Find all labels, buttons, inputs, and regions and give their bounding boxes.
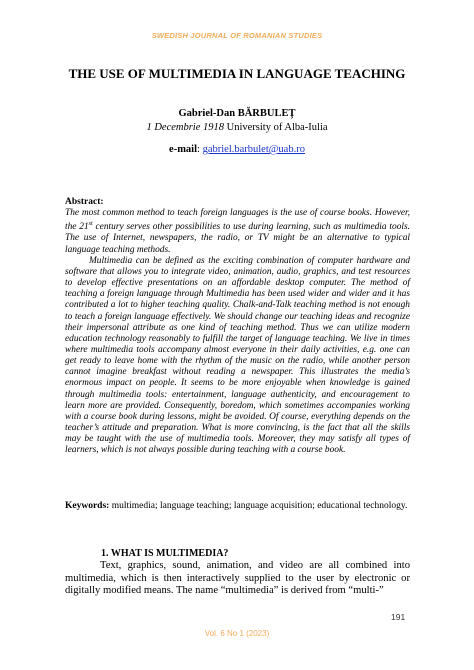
keywords	[65, 500, 410, 512]
author-affiliation	[0, 122, 474, 133]
abstract-p1-end: century serves other possibilities to use during learning, such as multimedia tools. The use of Internet, newspapers, the radio, or TV might be an alternative to typical language teaching methods.	[65, 222, 410, 255]
keywords-text: multimedia; language teaching; language acquisition; educational technology.	[109, 501, 408, 511]
abstract-paragraph-1	[65, 208, 410, 256]
page-number: 191	[391, 612, 406, 622]
email-label: e-mail	[169, 144, 198, 155]
author-email-line	[0, 144, 474, 155]
section-body-text: Text, graphics, sound, animation, and video are all combined into multimedia, which is then interactively supplied to the user by electronic or digitally modified means. The name “multimedia” is derived from “multi-”	[65, 560, 410, 596]
superscript-st: st	[88, 221, 93, 228]
journal-header: SWEDISH JOURNAL OF ROMANIAN STUDIES	[151, 31, 323, 40]
abstract-p1-start: The most common method to teach foreign languages is the use of course books. However, the 21	[65, 208, 410, 233]
author-name: Gabriel-Dan BĂRBULEȚ	[178, 108, 296, 119]
email-separator: :	[197, 144, 203, 155]
paper-title: THE USE OF MULTIMEDIA IN LANGUAGE TEACHING	[68, 66, 406, 81]
email-link[interactable]: gabriel.barbulet@uab.ro	[202, 144, 305, 155]
affiliation-date: 1 Decembrie 1918	[146, 122, 225, 133]
affiliation-institution: University of Alba-Iulia	[224, 122, 328, 133]
abstract-body	[65, 208, 410, 457]
abstract-paragraph-2: Multimedia can be defined as the exciting combination of computer hardware and software that allows you to integrate video, animation, audio, graphics, and test resources to develop effective presentations on an affordable desktop computer. The method of teaching a foreign language through Multimedia has been used wider and wider and it has contributed a lot to higher teaching quality. Chalk-and-Talk teaching method is not enough to teach a foreign language effectively. We should change our teaching ideas and recognize their impersonal attribute as one kind of teaching method. Thus we can utilize modern education technology reasonably to fulfill the target of language teaching. We live in times where multimedia tools accompany almost everyone in their daily activities, e.g. one can get ready to leave home with the rhythm of the music on the radio, while another person cannot imagine breakfast without reading a newspaper. This illustrates the media’s enormous impact on people. It seems to be more enjoyable when knowledge is gained through multimedia tools: entertainment, language authenticity, and encouragement to learn more are provided. Consequently, boredom, which sometimes accompanies working with a course book during lessons, might be avoided. Of course, everything depends on the teacher’s attitude and preparation. What is more convincing, is the fact that all the skills may be taught with the use of multimedia tools. Moreover, they may satisfy all types of learners, which is not always possible during teaching with a course book.	[65, 255, 410, 456]
journal-footer: Vol. 6 No 1 (2023)	[204, 629, 270, 638]
keywords-label: Keywords:	[65, 501, 110, 511]
abstract-heading: Abstract:	[65, 197, 104, 207]
section-heading: 1. WHAT IS MULTIMEDIA?	[101, 548, 229, 559]
